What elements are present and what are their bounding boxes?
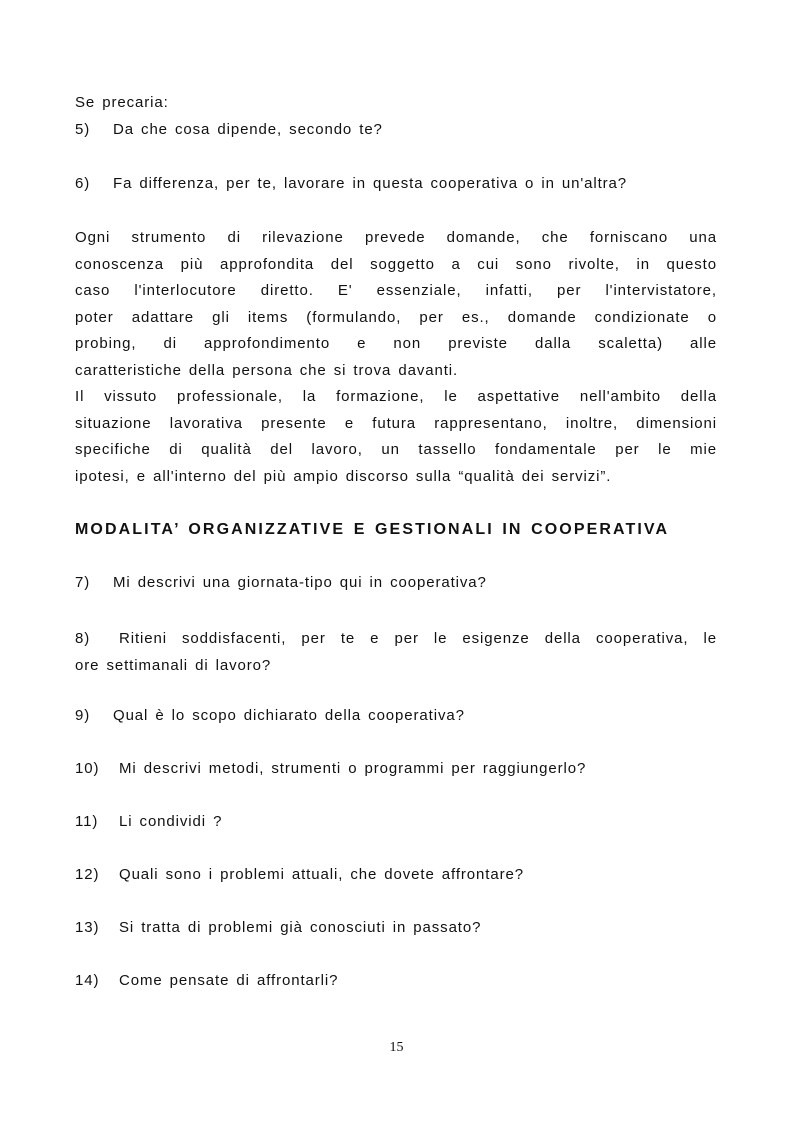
question-text: Fa differenza, per te, lavorare in questa cooperativa o in un'altra? [113,175,628,192]
question-7 [75,574,487,591]
question-text: Qual è lo scopo dichiarato della cooperativa? [113,707,465,724]
paragraph-line: caso l'interlocutore diretto. E' essenziale, infatti, per l'intervistatore, [75,282,717,299]
question-text: Da che cosa dipende, secondo te? [113,121,383,138]
paragraph-line: poter adattare gli items (formulando, per es., domande condizionate o [75,308,717,326]
question-11 [75,813,222,830]
question-text: Quali sono i problemi attuali, che dovete affrontare? [119,866,524,883]
question-number: 12) [75,866,100,883]
paragraph-methodology [75,225,717,384]
question-text: Li condividi ? [119,813,223,830]
question-number: 14) [75,972,100,989]
page-number: 15 [389,1040,404,1055]
question-text-line1: Ritieni soddisfacenti, per te e per le esigenze della cooperativa, le [119,630,717,647]
question-9 [75,707,465,724]
question-number: 10) [75,760,100,777]
question-number: 5) [75,121,91,138]
question-5 [75,121,383,138]
question-number: 9) [75,707,91,724]
question-10 [75,760,586,777]
paragraph-line: Il vissuto professionale, la formazione, le aspettative nell'ambito della [75,388,717,405]
question-text-line2: ore settimanali di lavoro? [75,656,272,674]
question-number: 6) [75,175,91,192]
question-number: 13) [75,919,100,936]
paragraph-line: situazione lavorativa presente e futura rappresentano, inoltre, dimensioni [75,414,717,432]
section-heading: MODALITA’ ORGANIZZATIVE E GESTIONALI IN COOPERATIVA [75,521,670,538]
question-text: Mi descrivi una giornata-tipo qui in cooperativa? [113,574,487,591]
question-number: 7) [75,574,91,591]
question-6 [75,175,627,192]
question-8 [75,626,717,679]
question-text: Mi descrivi metodi, strumenti o programmi per raggiungerlo? [119,760,587,777]
paragraph-line: specifiche di qualità del lavoro, un tassello fondamentale per le mie [75,441,717,458]
question-text: Come pensate di affrontarli? [119,972,339,989]
paragraph-dimensions [75,384,717,490]
paragraph-line: caratteristiche della persona che si trova davanti. [75,361,459,379]
question-13 [75,919,481,936]
question-number: 8) [75,630,91,647]
question-14 [75,972,338,989]
paragraph-line: ipotesi, e all'interno del più ampio discorso sulla “qualità dei servizi”. [75,467,612,485]
paragraph-line: conoscenza più approfondita del soggetto a cui sono rivolte, in questo [75,255,717,273]
paragraph-line: Ogni strumento di rilevazione prevede domande, che forniscano una [75,229,717,246]
question-number: 11) [75,813,99,830]
question-text: Si tratta di problemi già conosciuti in passato? [119,919,482,936]
question-12 [75,866,524,883]
intro-label: Se precaria: [75,94,169,111]
paragraph-line: probing, di approfondimento e non previste dalla scaletta) alle [75,335,717,352]
